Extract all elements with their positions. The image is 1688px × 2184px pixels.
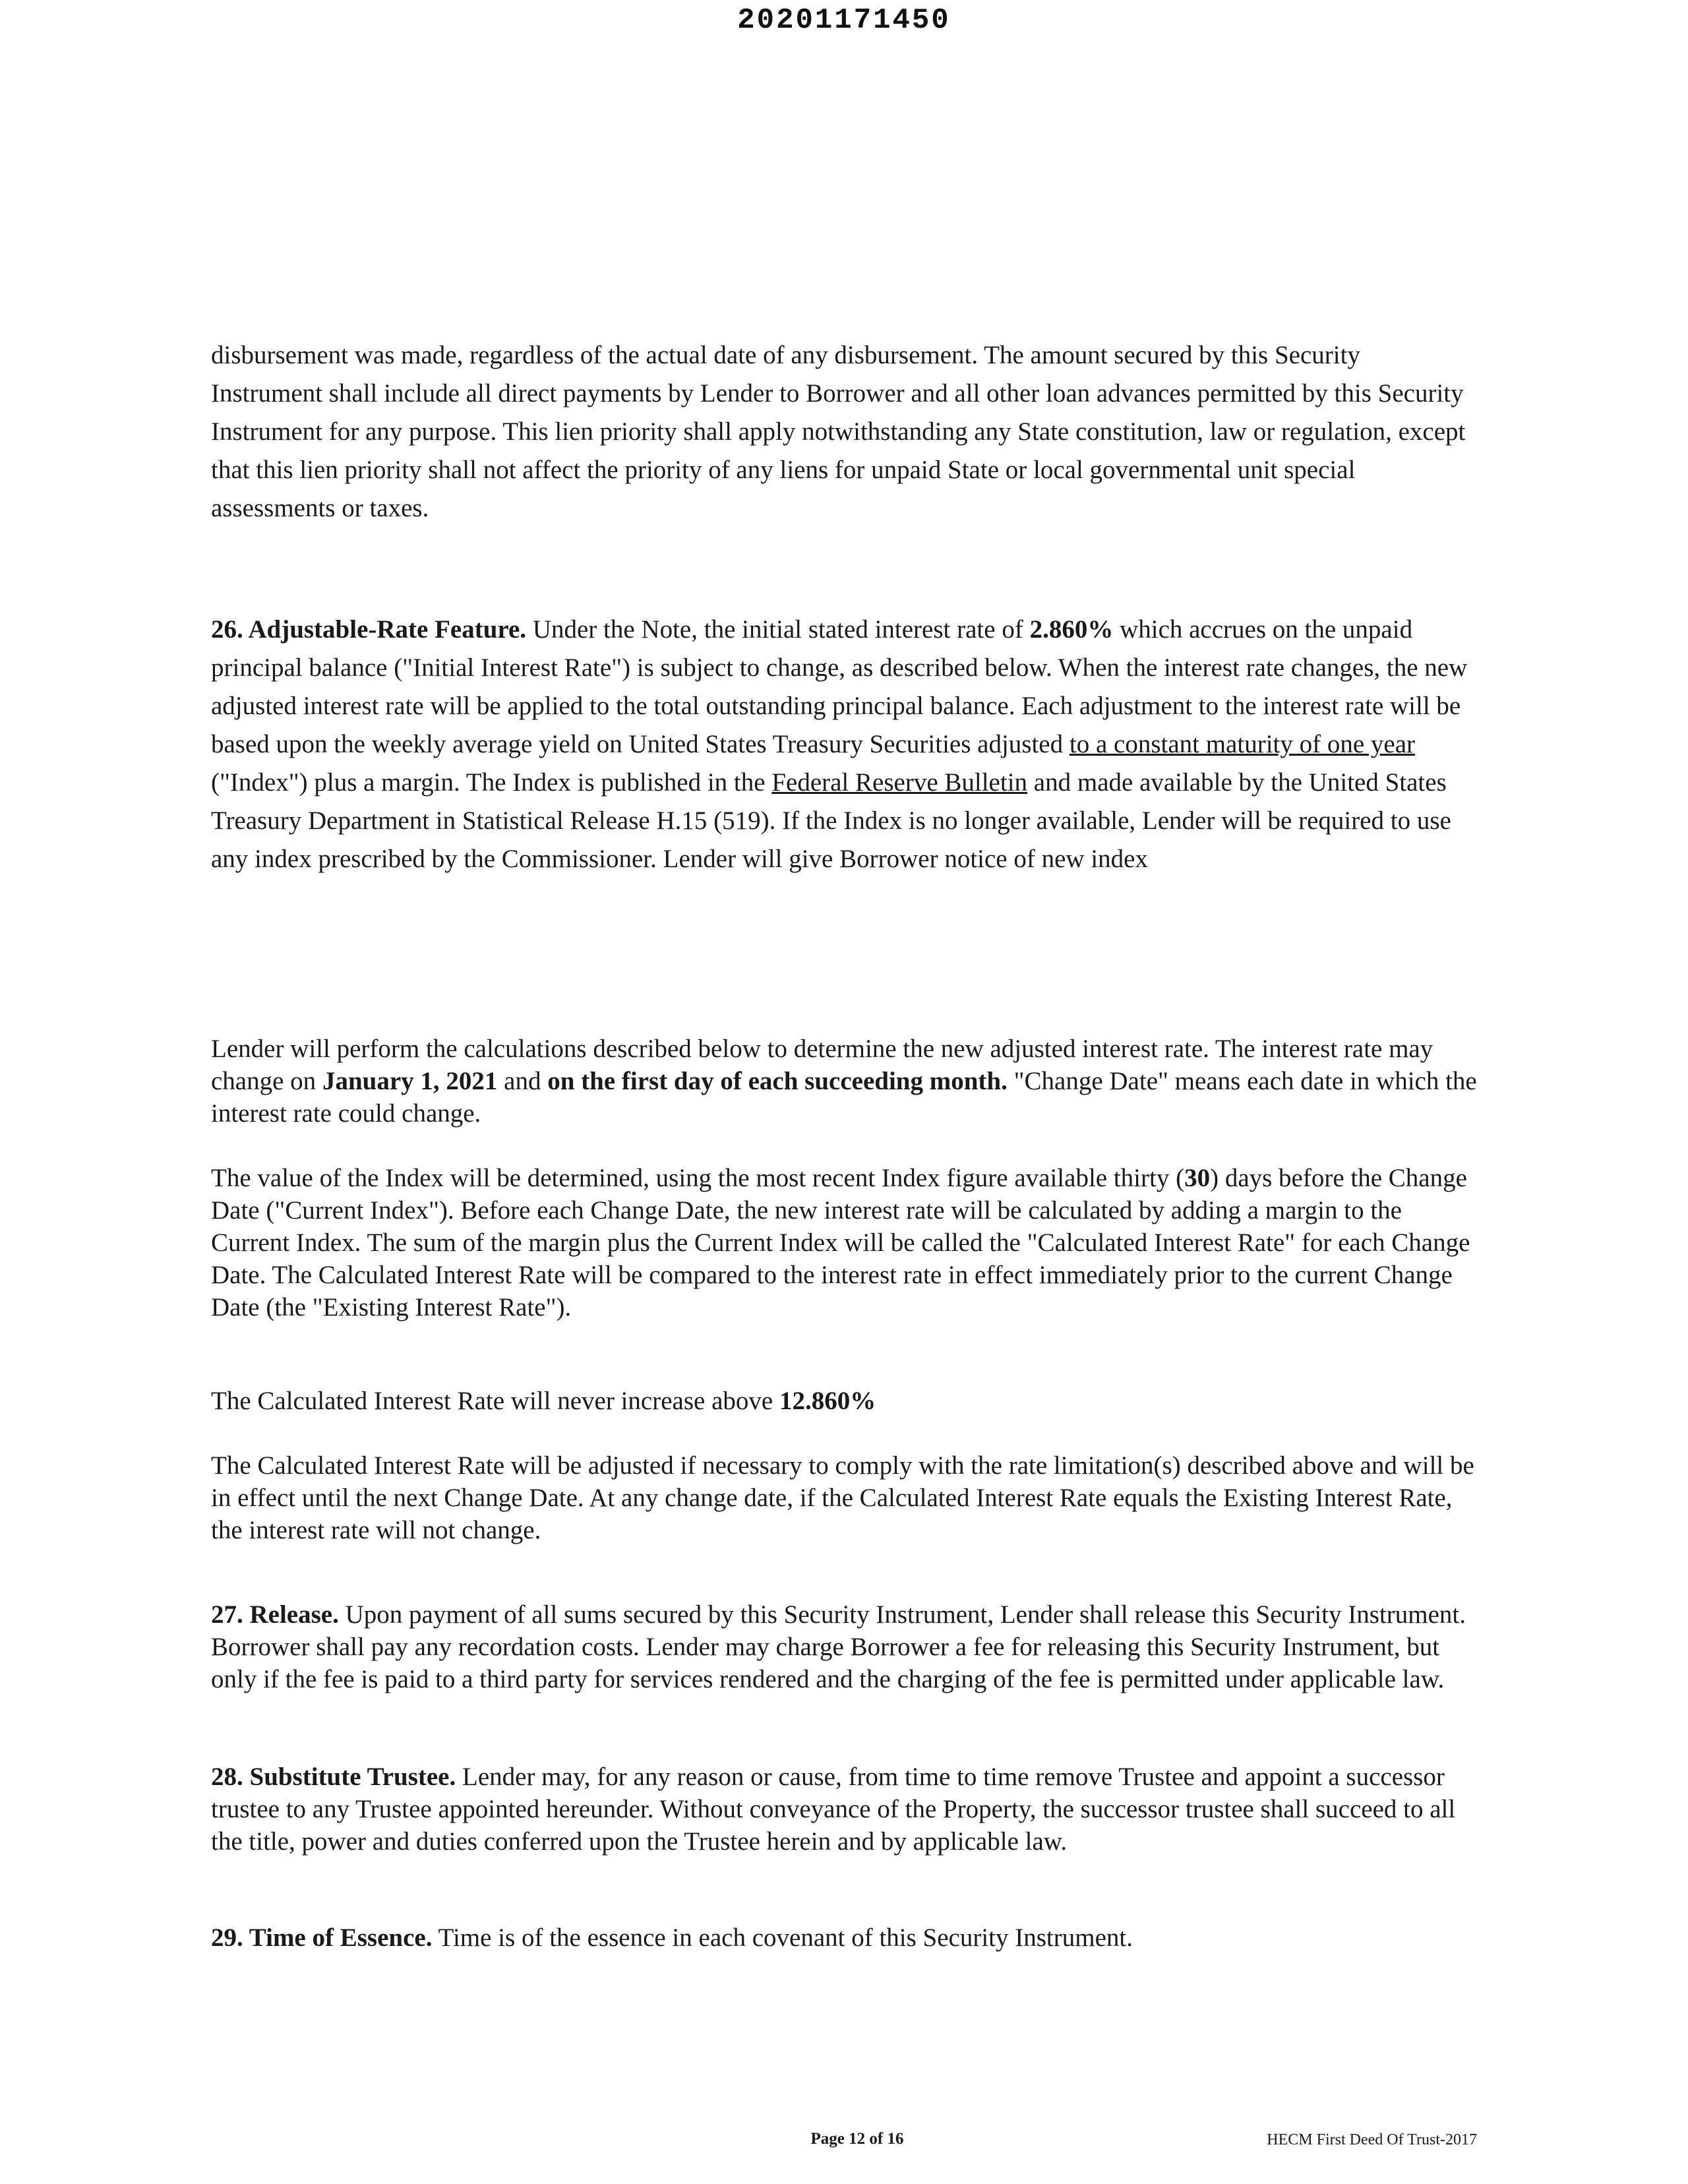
section-27-heading: 27. Release. (211, 1600, 339, 1629)
section-28-heading: 28. Substitute Trustee. (211, 1763, 456, 1791)
calculations-text-1: Lender will perform the calculations described below to determine the new adjusted interest rate. The interest rate may change on (211, 1035, 1433, 1095)
section-27-text: Upon payment of all sums secured by this Security Instrument, Lender shall release this Security Instrument. Borrower shall pay any recordation costs. Lender may charge Borrower a fee for releasing this Security Instrument, but only if the fee is paid to a third party for services rendered and the charging of the fee is permitted under applicable law. (211, 1600, 1466, 1693)
paragraph-rate-adjusted (211, 1449, 1477, 1546)
federal-reserve-bulletin-underlined: Federal Reserve Bulletin (771, 768, 1028, 797)
rate-cap-text: The Calculated Interest Rate will never increase above (211, 1387, 779, 1415)
first-change-date: January 1, 2021 (322, 1067, 498, 1095)
page-number: Page 12 of 16 (810, 2130, 904, 2148)
section-28-text: Lender may, for any reason or cause, from time to time remove Trustee and appoint a successor trustee to any Trustee appointed hereunder. Without conveyance of the Property, the successor trustee shall succeed to all the title, power and duties conferred upon the Trustee herein and by applicable law. (211, 1763, 1456, 1856)
section-29-heading: 29. Time of Essence. (211, 1924, 433, 1952)
section-27-release (211, 1598, 1477, 1695)
section-28-substitute-trustee (211, 1761, 1477, 1858)
index-value-text-2: ) days before the Change Date ("Current Index"). Before each Change Date, the new interest rate will be calculated by adding a margin to the Current Index. The sum of the margin plus the Current Index will be called the "Calculated Interest Rate" for each Change Date. The Calculated Interest Rate will be compared to the interest rate in effect immediately prior to the current Change Date (the "Existing Interest Rate"). (211, 1164, 1470, 1321)
document-number: 20201171450 (737, 4, 951, 37)
lookback-days: 30 (1184, 1164, 1211, 1192)
form-name: HECM First Deed Of Trust-2017 (1267, 2131, 1477, 2148)
constant-maturity-underlined: to a constant maturity of one year (1069, 730, 1416, 758)
section-26-adjustable-rate (211, 611, 1477, 878)
index-value-text-1: The value of the Index will be determined, using the most recent Index figure available thirty ( (211, 1164, 1185, 1192)
section-26-text-3: ("Index") plus a margin. The Index is published in the (211, 768, 772, 797)
calculations-text-2: and (497, 1067, 548, 1095)
change-frequency: on the first day of each succeeding month. (547, 1067, 1008, 1095)
paragraph-index-value (211, 1162, 1477, 1323)
rate-adjusted-text: The Calculated Interest Rate will be adjusted if necessary to comply with the rate limitation(s) described above and will be in effect until the next Change Date. At any change date, if the Calculated Interest Rate equals the Existing Interest Rate, the interest rate will not change. (211, 1451, 1474, 1544)
paragraph-calculations (211, 1033, 1477, 1130)
section-26-heading: 26. Adjustable-Rate Feature. (211, 615, 527, 644)
paragraph-rate-cap (211, 1385, 1477, 1417)
section-29-text: Time is of the essence in each covenant of this Security Instrument. (432, 1924, 1133, 1952)
rate-cap-value: 12.860% (779, 1387, 876, 1415)
paragraph-disbursement (211, 336, 1477, 528)
section-29-time-of-essence (211, 1922, 1477, 1954)
disbursement-text: disbursement was made, regardless of the actual date of any disbursement. The amount secured by this Security Instrument shall include all direct payments by Lender to Borrower and all other loan advances permitted by this Security Instrument for any purpose. This lien priority shall apply notwithstanding any State constitution, law or regulation, except that this lien priority shall not affect the priority of any liens for unpaid State or local governmental unit special assessments or taxes. (211, 341, 1466, 522)
calculations-text-3: "Change Date" means each date in which the interest rate could change. (211, 1067, 1477, 1128)
initial-rate-value: 2.860% (1029, 615, 1114, 644)
section-26-text-2: which accrues on the unpaid principal balance ("Initial Interest Rate") is subject to change, as described below. When the interest rate changes, the new adjusted interest rate will be applied to the total outstanding principal balance. Each adjustment to the interest rate will be based upon the weekly average yield on United States Treasury Securities adjusted (211, 615, 1468, 758)
section-26-text-4: and made available by the United States Treasury Department in Statistical Release H.15 (519). If the Index is no longer available, Lender will be required to use any index prescribed by the Commissioner. Lender will give Borrower notice of new index (211, 768, 1451, 873)
section-26-text-1: Under the Note, the initial stated interest rate of (526, 615, 1030, 644)
